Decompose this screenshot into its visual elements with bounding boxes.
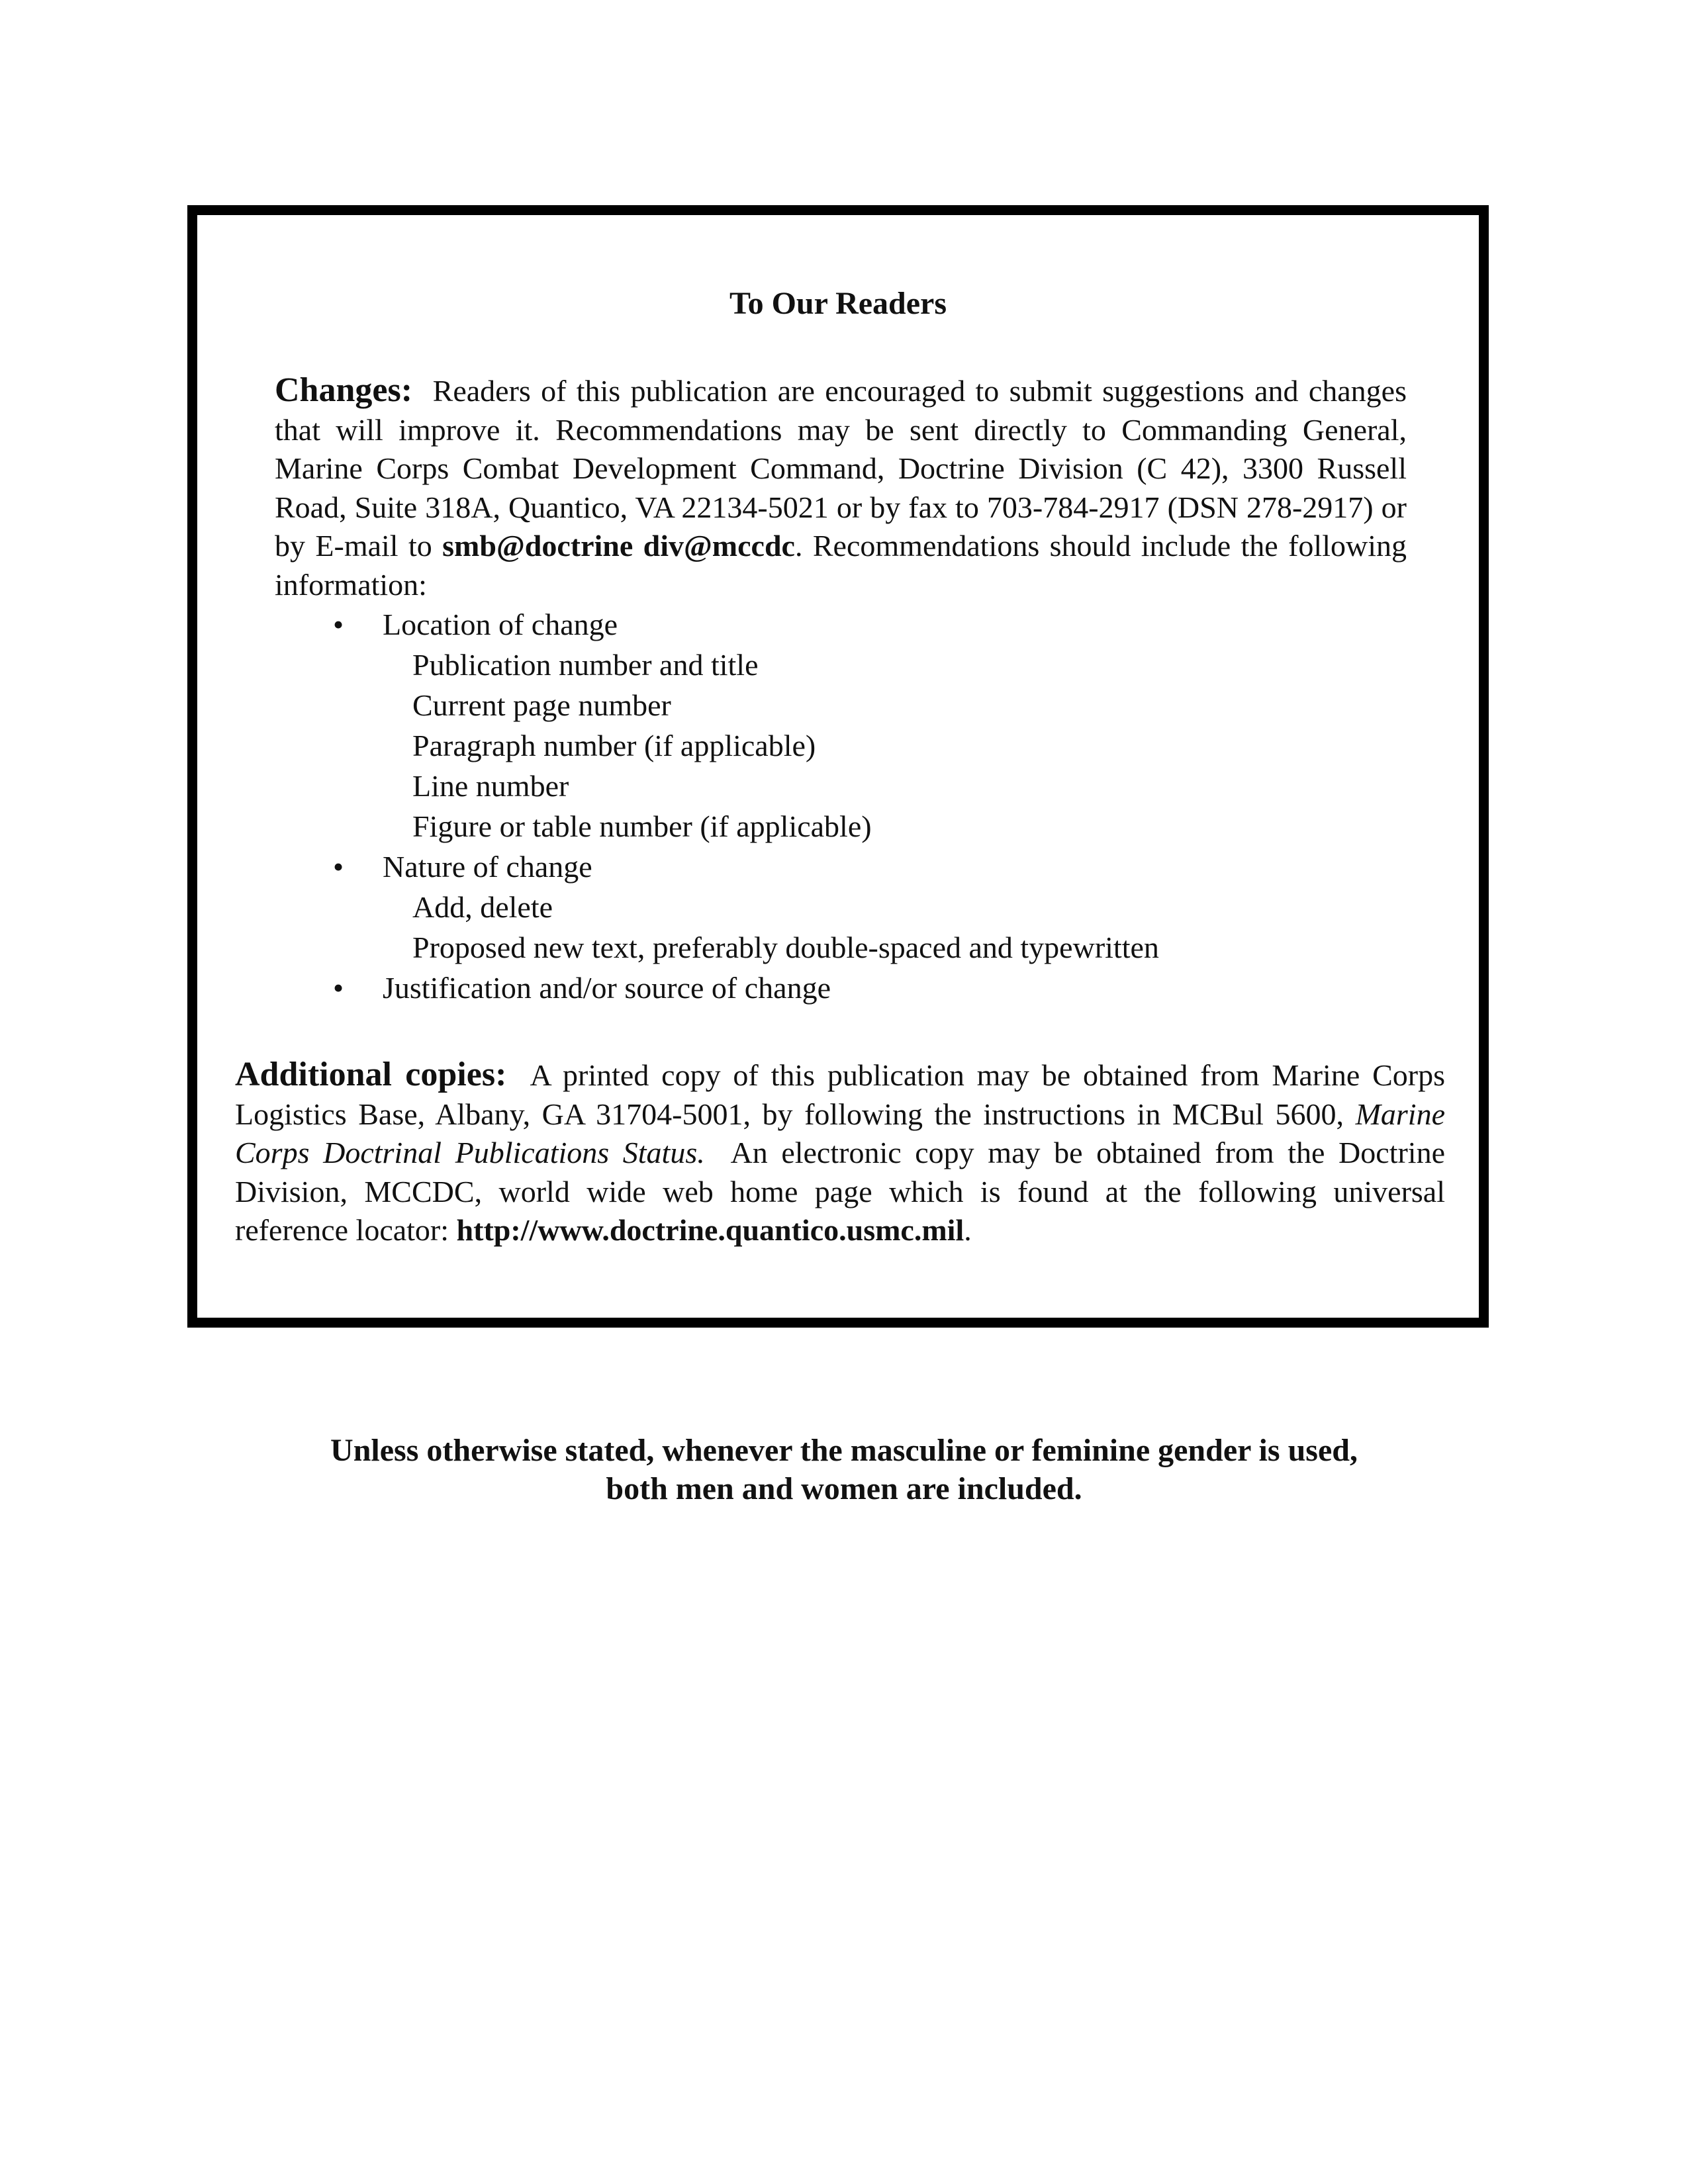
changes-text-2: . Recommendations should include the following information: [275,529,1407,602]
additional-copies-section [235,1056,1445,1250]
list-subitem: Paragraph number (if applicable) [412,729,816,762]
copies-label: Additional copies: [235,1056,507,1093]
bullet-icon: • [333,850,344,884]
list-item-label: Justification and/or source of change [383,971,831,1005]
notice-title: To Our Readers [729,286,947,321]
list-subitem: Figure or table number (if applicable) [412,809,872,843]
gender-statement-line-1: Unless otherwise stated, whenever the masculine or feminine gender is used, [330,1433,1358,1468]
gender-statement-line-2: both men and women are included. [606,1471,1082,1506]
changes-label: Changes: [275,371,413,409]
doctrine-url-link[interactable]: http://www.doctrine.quantico.usmc.mil [456,1213,964,1247]
bullet-icon: • [333,971,344,1005]
list-subitem: Add, delete [412,890,553,924]
change-info-list [275,604,1407,1008]
publication-status-title: Marine Corps Doctrinal Publications Status. [235,1097,1445,1169]
list-item-justification [275,968,1407,1008]
list-item-nature [275,846,1407,887]
copies-paragraph [235,1056,1445,1250]
list-item-label: Nature of change [383,850,592,884]
list-subitem: Publication number and title [412,648,759,682]
list-subitem: Current page number [412,688,671,722]
gender-statement [0,1432,1688,1508]
changes-email: smb@doctrine div@mccdc [442,529,795,563]
changes-text-1: Readers of this publication are encouraged to submit suggestions and changes that will improve it. Recommendations may be sent directly to Commanding General, Marine Corps Combat Development Command, Doctrine Division (C 42), 3300 Russell Road, Suite 318A, Quantico, VA 22134-5021 or by fax to 703-784-2917 (DSN 278-2917) or by E-mail to [275,374,1407,563]
list-subitem: Line number [412,769,569,803]
copies-end: . [964,1213,972,1247]
list-item-label: Location of change [383,608,618,641]
list-item-location [275,604,1407,645]
list-subitem: Proposed new text, preferably double-spaced and typewritten [412,931,1159,964]
changes-section [275,371,1407,1008]
changes-paragraph [275,371,1407,604]
copies-text-2: An electronic copy may be obtained from the Doctrine Division, MCCDC, world wide web home page which is found at the following universal reference locator: [235,1136,1445,1247]
bullet-icon: • [333,608,344,641]
readers-notice-box [187,205,1489,1328]
copies-text-1: A printed copy of this publication may be obtained from Marine Corps Logistics Base, Albany, GA 31704-5001, by following the instructions in MCBul 5600, [235,1058,1445,1131]
